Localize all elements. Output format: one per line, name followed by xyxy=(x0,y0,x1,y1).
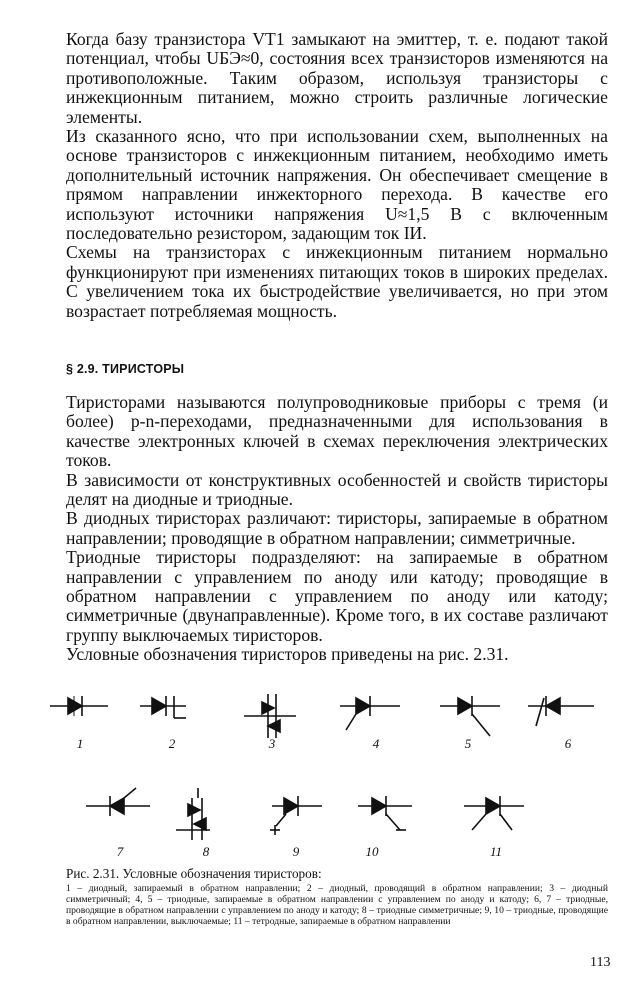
figure-label-10: 10 xyxy=(365,844,379,859)
thyristor-symbol-10 xyxy=(358,796,412,830)
figure-label-4: 4 xyxy=(372,736,380,751)
paragraph-text: Когда базу транзистора VT1 замыкают на эмиттер, т. е. подают такой потенциал, чтобы UБЭ≈0, состояния всех транзисторов изменяются на противоположные. Таким образом, используя транзисторы с инжекционным питанием, можно строить различные логические элементы. xyxy=(66,29,608,127)
paragraph xyxy=(66,645,608,664)
figure-label-6: 6 xyxy=(564,736,572,751)
figure-label-7: 7 xyxy=(116,844,124,859)
figure-label-9: 9 xyxy=(292,844,300,859)
paragraph xyxy=(66,509,608,548)
figure-label-1: 1 xyxy=(76,736,84,751)
figure-caption-title: Рис. 2.31. Условные обозначения тиристоров: xyxy=(66,866,322,881)
thyristor-symbol-4 xyxy=(340,696,400,730)
paragraph xyxy=(66,471,608,510)
thyristor-symbols-figure xyxy=(40,680,610,860)
paragraph-text: Из сказанного ясно, что при использовании схем, выполненных на основе транзисторов с инжекционным питанием, необходимо иметь дополнительный источник напряжения. Он обеспечивает смещение в прямом направлении инжекторного перехода. В качестве его используют источники напряжения U≈1,5 В с включенным последовательно резистором, задающим ток IИ. xyxy=(66,126,608,244)
figure-caption-text: 1 – диодный, запираемый в обратном направлении; 2 – диодный, проводящий в обратном направлении; 3 – диодный симметричный; 4, 5 – триодные, запираемые в обратном направлении с управлением по аноду и катоду; 6, 7 – триодные, проводящие в обратном направлении с управлением по аноду и катоду; 8 – триодные симметричные; 9, 10 – триодные, проводящие в обратном направлении, выключаемые; 11 – тетродные, запираемые в обратном направлении xyxy=(66,883,608,927)
thyristor-symbol-7 xyxy=(86,788,150,816)
paragraph xyxy=(66,30,608,127)
paragraph xyxy=(66,548,608,645)
thyristor-symbol-3 xyxy=(244,694,296,738)
paragraph-text: Тиристорами называются полупроводниковые приборы с тремя (и более) p-n-переходами, предназначенными для использования в качестве электронных ключей в схемах переключения электрических токов. xyxy=(66,392,608,471)
paragraph xyxy=(66,243,608,321)
page-number: 113 xyxy=(590,955,611,970)
paragraph-text: В диодных тиристорах различают: тиристоры, запираемые в обратном направлении; проводящие в обратном направлении; симметричные. xyxy=(66,508,608,548)
thyristor-symbol-8 xyxy=(176,788,210,840)
thyristor-symbol-2 xyxy=(140,696,186,718)
paragraph-text: Схемы на транзисторах с инжекционным питанием нормально функционируют при изменениях питающих токов в широких пределах. С увеличением тока их быстродействие увеличивается, но при этом возрастает потребляемая мощность. xyxy=(66,242,608,321)
thyristor-symbol-6 xyxy=(528,696,594,726)
thyristor-symbol-11 xyxy=(464,796,524,830)
figure-label-5: 5 xyxy=(464,736,472,751)
thyristor-symbol-5 xyxy=(440,696,500,736)
paragraph-text: В зависимости от конструктивных особенностей и свойств тиристоры делят на диодные и триодные. xyxy=(66,469,608,510)
figure-label-2: 2 xyxy=(168,736,176,751)
figure-label-3: 3 xyxy=(268,736,276,751)
figure-label-11: 11 xyxy=(489,844,503,859)
thyristor-symbol-9 xyxy=(270,796,322,835)
section-text-block xyxy=(66,393,608,665)
top-text-block xyxy=(66,30,608,321)
paragraph xyxy=(66,127,608,243)
paragraph-text: Условные обозначения тиристоров приведены на рис. 2.31. xyxy=(66,644,509,665)
paragraph xyxy=(66,393,608,471)
thyristor-symbol-1 xyxy=(50,696,108,716)
paragraph-text: Триодные тиристоры подразделяют: на запираемые в обратном направлении с управлением по аноду или катоду; проводящие в обратном направлении с управлением по аноду или катоду; симметричные (двунаправленные). Кроме того, в их составе различают группу выключаемых тиристоров. xyxy=(66,547,608,645)
figure-label-8: 8 xyxy=(202,844,210,859)
section-heading: § 2.9. ТИРИСТОРЫ xyxy=(66,362,185,376)
